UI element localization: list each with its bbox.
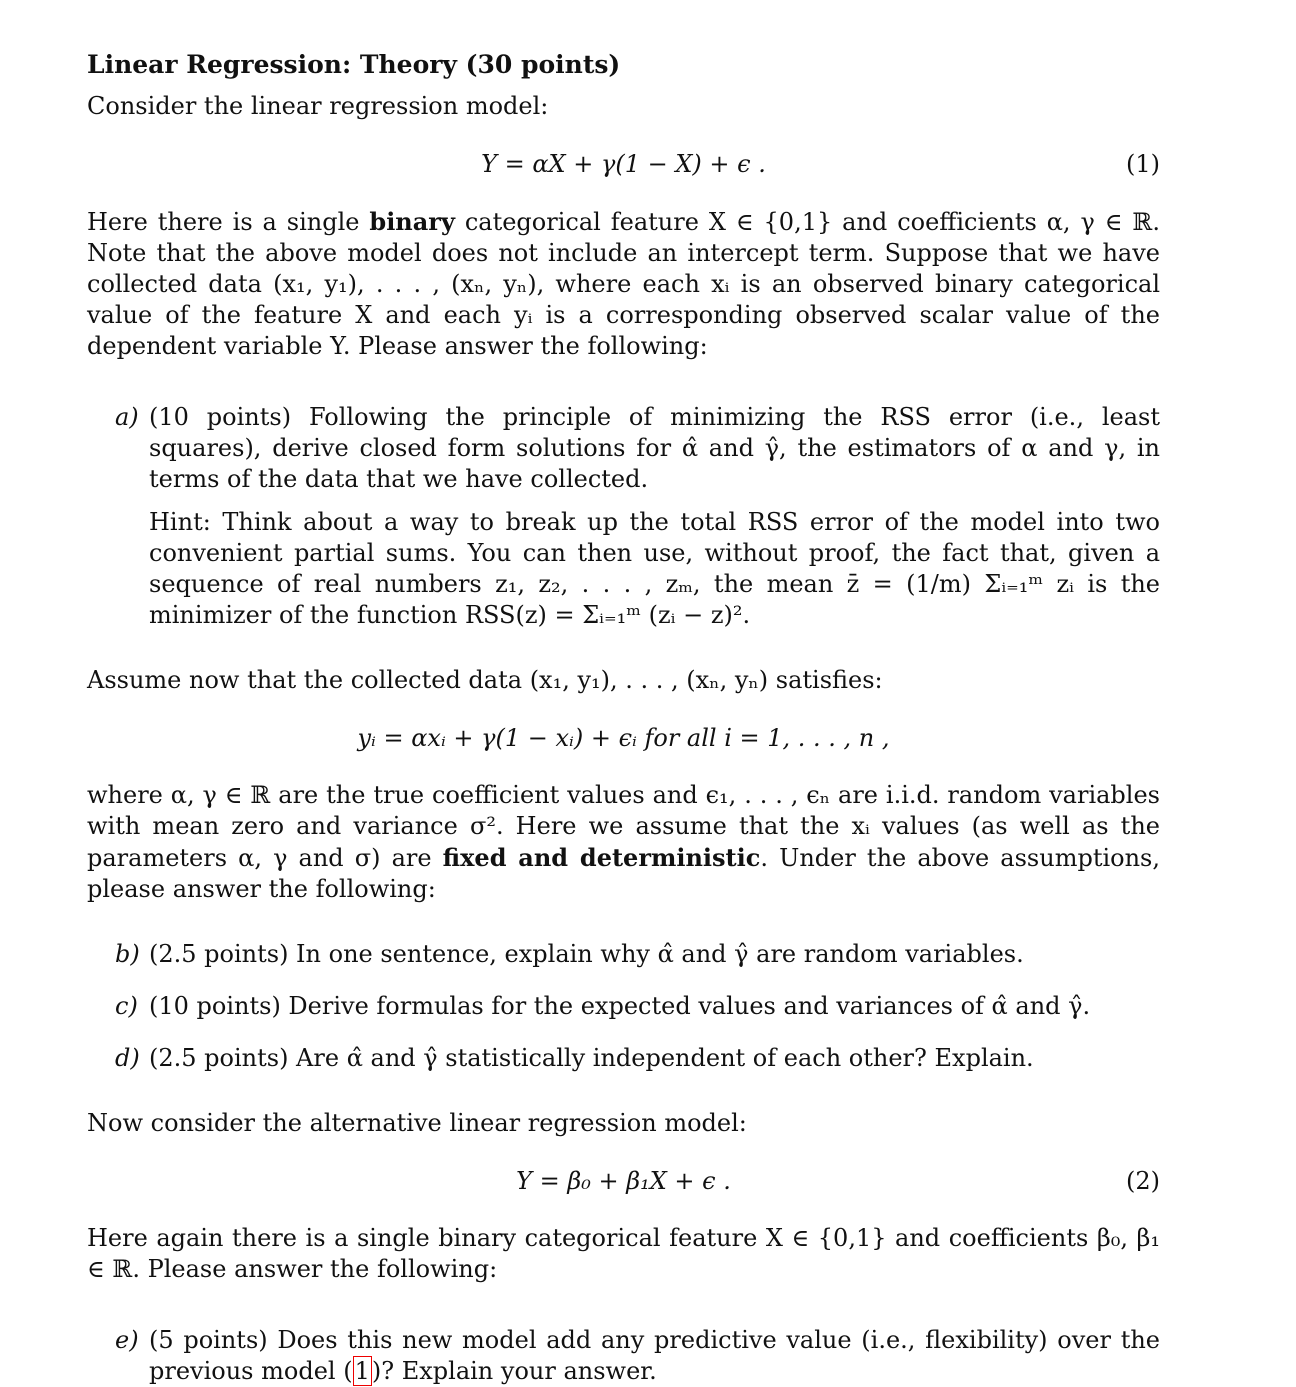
equation-1-body: Y = αX + γ(1 − X) + ϵ . <box>481 150 766 178</box>
question-a-text: (10 points) Following the principle of minimizing the RSS error (i.e., least squares), derive closed form solutions for α̂ and γ̂, the estimators of α and γ, in terms of the data that we have collected. <box>149 403 1160 493</box>
question-a-hint: Hint: Think about a way to break up the total RSS error of the model into two convenient partial sums. You can then use, without proof, the fact that, given a sequence of real numbers z₁, z₂, . . . , zₘ, the mean z̄ = (1/m) Σᵢ₌₁ᵐ zᵢ is the minimizer of the function RSS(z) = Σᵢ₌₁ᵐ (zᵢ − z)². <box>149 508 1160 629</box>
question-e-text-1: (5 points) Does this new model add any predictive value (i.e., flexibility) over the previous model ( <box>149 1326 1160 1385</box>
question-e-text <box>149 1325 1160 1387</box>
assumption-bold: fixed and deterministic <box>442 843 761 872</box>
question-b-label: b) <box>115 940 140 968</box>
section-title: Linear Regression: Theory (30 points) <box>87 50 621 79</box>
question-list-3 <box>87 1325 1160 1387</box>
assumption-text-2: . Under the above assumptions, please answer the following: <box>87 844 1160 903</box>
setup-text-2: categorical feature X ∈ {0,1} and coefficients α, γ ∈ ℝ. Note that the above model does not include an intercept term. Suppose that we have collected data (x₁, y₁), . . . , (xₙ, yₙ), where each xᵢ is an observed binary categorical value of the feature X and each yᵢ is a corresponding observed scalar value of the dependent variable Y. Please answer the following: <box>87 208 1160 360</box>
question-e-label: e) <box>115 1326 139 1354</box>
question-list-2 <box>87 939 1160 1074</box>
equation-2-body: Y = β₀ + β₁X + ϵ . <box>516 1167 731 1195</box>
alt-model-intro: Now consider the alternative linear regression model: <box>87 1109 747 1137</box>
equation-1-reference-link[interactable]: 1 <box>354 1357 370 1385</box>
assumption-text-1: where α, γ ∈ ℝ are the true coefficient values and ϵ₁, . . . , ϵₙ are i.i.d. random variables with mean zero and variance σ². Here we assume that the xᵢ values (as well as the parameters α, γ and σ) are <box>87 781 1160 872</box>
equation-data-body: yᵢ = αxᵢ + γ(1 − xᵢ) + ϵᵢ for all i = 1, . . . , n , <box>357 724 890 752</box>
question-e <box>87 1325 1160 1387</box>
setup-bold: binary <box>369 207 455 236</box>
question-d-label: d) <box>115 1044 140 1072</box>
assumption-paragraph <box>87 780 1160 905</box>
question-d <box>87 1043 1160 1074</box>
equation-data <box>87 720 1160 760</box>
intro-text: Consider the linear regression model: <box>87 92 549 120</box>
question-c <box>87 991 1160 1022</box>
question-b <box>87 939 1160 970</box>
question-b-text: (2.5 points) In one sentence, explain why α̂ and γ̂ are random variables. <box>149 940 1024 968</box>
setup-paragraph <box>87 206 1160 362</box>
setup-text-1: Here there is a single <box>87 208 370 236</box>
question-d-text: (2.5 points) Are α̂ and γ̂ statistically independent of each other? Explain. <box>149 1044 1034 1072</box>
question-c-text: (10 points) Derive formulas for the expected values and variances of α̂ and γ̂. <box>149 992 1091 1020</box>
question-e-text-2: )? Explain your answer. <box>371 1357 657 1385</box>
alt-model-paragraph: Here again there is a single binary categorical feature X ∈ {0,1} and coefficients β₀, β₁ ∈ ℝ. Please answer the following: <box>87 1224 1160 1283</box>
question-a <box>87 402 1160 631</box>
question-c-label: c) <box>115 992 138 1020</box>
equation-2 <box>87 1163 1160 1203</box>
equation-2-number: (2) <box>1126 1167 1160 1195</box>
document-page <box>87 40 1160 1387</box>
equation-1-number: (1) <box>1126 150 1160 178</box>
assumption-intro: Assume now that the collected data (x₁, y₁), . . . , (xₙ, yₙ) satisfies: <box>87 666 883 694</box>
question-list-1 <box>87 402 1160 631</box>
question-a-label: a) <box>115 403 139 431</box>
equation-1 <box>87 146 1160 186</box>
